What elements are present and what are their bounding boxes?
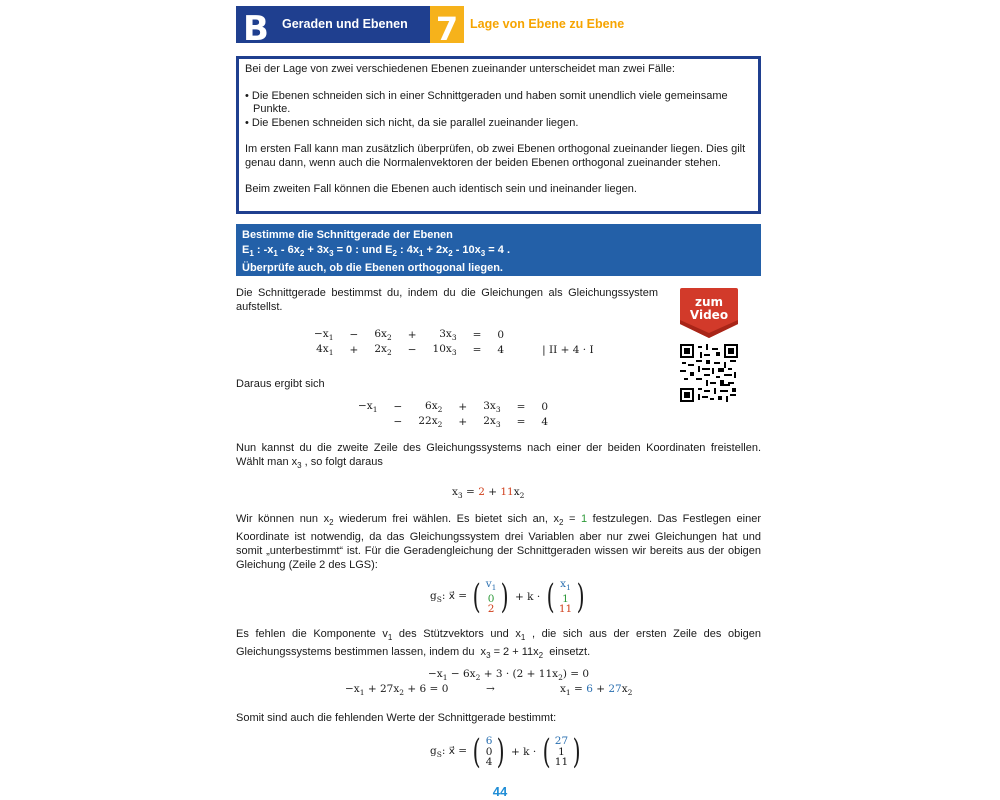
video-badge-line-1: zum <box>694 295 724 309</box>
equation-x3: $x_3 = 2 + 11x_2$ <box>452 486 525 501</box>
video-badge-line-2: Video <box>689 308 729 322</box>
info-para-1: Im ersten Fall kann man zusätzlich überprüfen, ob zwei Ebenen orthogonal zueinander liegen. Dies gilt genau dann, wenn auch die Normalenvektoren der beiden Ebenen orthogonal zueinander stehen. <box>245 143 746 169</box>
substitution-line-2: $-x_1 + 27x_2 + 6 = 0$ <box>345 683 449 698</box>
line-equation-2: $g_S$: x⃗ = ( 6 0 4 ) + k · ( 27 1 11 ) <box>430 732 581 772</box>
page-number: 44 <box>492 784 508 799</box>
info-bullet-1: • Die Ebenen schneiden sich in einer Schnittgeraden und haben somit unendlich viele gemeinsame Punkte. <box>245 89 728 115</box>
info-para-2: Beim zweiten Fall können die Ebenen auch identisch sein und ineinander liegen. <box>245 183 637 195</box>
info-intro: Bei der Lage von zwei verschiedenen Ebenen zueinander unterscheidet man zwei Fälle: <box>245 63 675 75</box>
task-line-1: Bestimme die Schnittgerade der Ebenen <box>242 229 453 241</box>
line-equation-1: $g_S$: x⃗ = ( $v_1$ 0 2 ) + k · ( $x_1$ 1 11 ) <box>430 576 585 617</box>
substitution-line-1: $-x_1 - 6x_2 + 3 \cdot (2 + 11x_2) = 0$ <box>428 668 590 683</box>
section-title: Lage von Ebene zu Ebene <box>470 17 625 31</box>
body-paragraph-4: Wir können nun $x_2$ wiederum frei wählen. Es bietet sich an, $x_2 = 1$ festzulegen. Das Festlegen einer Koordinate ist notwendig, da das Gleichungssystem drei Variablen aber nur zwei Gleichungen hat und somit „unterbestimmt“ ist. Für die Geradengleichung der Schnittgeraden wissen wir bereits aus der obigen Gleichung (Zeile 2 des LGS): <box>236 513 761 572</box>
body-paragraph-1: Die Schnittgerade bestimmst du, indem du die Gleichungen als Gleichungssystem aufstellst. <box>236 287 658 313</box>
paragraph-3-text: Nun kannst du die zweite Zeile des Gleichungssystems nach einer der beiden Koordinaten freistellen. Wählt man x <box>236 442 761 468</box>
body-paragraph-5: Es fehlen die Komponente $v_1$ des Stützvektors und $x_1$ , die sich aus der ersten Zeile des obigen Gleichungssystems bestimmen lassen, indem du $x_3 = 2 + 11x_2$ einsetzt. <box>236 628 761 661</box>
info-bullet-2: • Die Ebenen schneiden sich nicht, da sie parallel zueinander liegen. <box>245 116 579 129</box>
equation-system-1: $-x_1$ − $6x_2$ + $3x_3$ = 0 $4x_1$ + $2x_2$ − $10x_3$ = 4 | II + 4 · I <box>314 328 594 358</box>
info-box <box>236 56 761 214</box>
body-paragraph-2: Daraus ergibt sich <box>236 378 325 390</box>
task-box <box>236 224 761 276</box>
body-paragraph-6: Somit sind auch die fehlenden Werte der Schnittgerade bestimmt: <box>236 712 557 724</box>
chapter-title: Geraden und Ebenen <box>276 6 430 43</box>
body-paragraph-3: Nun kannst du die zweite Zeile des Gleichungssystems nach einer der beiden Koordinaten freistellen. Wählt man $x_3$ , so folgt daraus <box>236 442 761 471</box>
section-number: 7 <box>430 6 464 43</box>
qr-code-icon[interactable] <box>680 344 738 402</box>
arrow-icon: → <box>486 683 495 695</box>
chapter-letter: B <box>236 6 276 43</box>
equation-system-2: $-x_1$ − $6x_2$ + $3x_3$ = 0 − $22x_2$ + $2x_3$ = 4 <box>358 400 549 430</box>
task-line-3: Überprüfe auch, ob die Ebenen orthogonal liegen. <box>242 262 503 275</box>
substitution-result: $x_1 = 6 + 27x_2$ <box>560 683 633 698</box>
paragraph-3-end: , so folgt daraus <box>301 456 383 468</box>
video-badge[interactable] <box>678 286 740 340</box>
task-equations: $E_1$ : $-x_1 - 6x_2 + 3x_3 = 0$ : und $E_2$ : $4x_1 + 2x_2 - 10x_3 = 4$ . <box>242 244 511 259</box>
